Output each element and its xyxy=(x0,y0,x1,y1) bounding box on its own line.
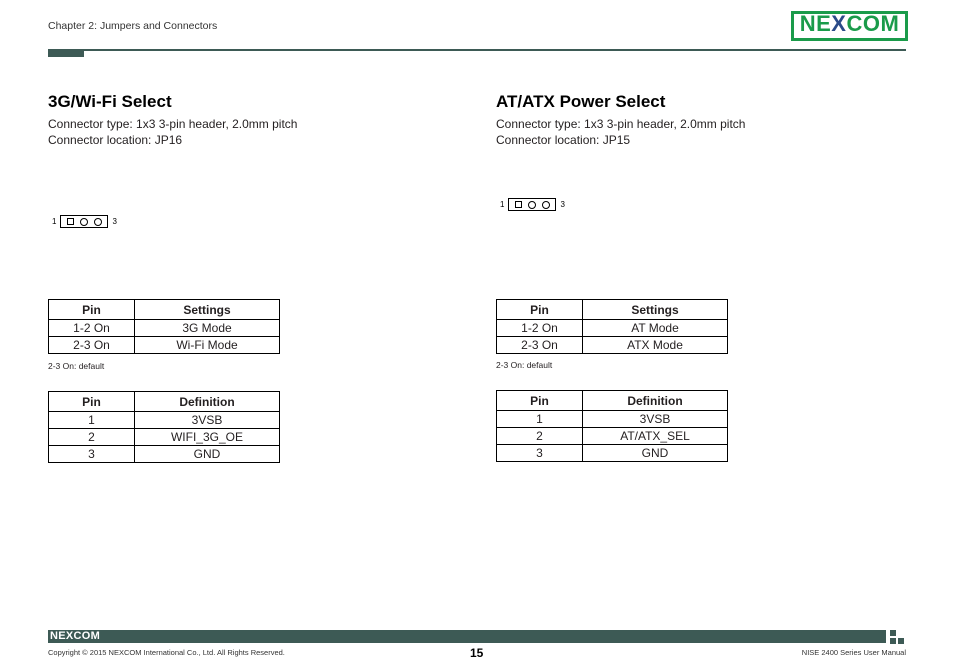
col-header-pin: Pin xyxy=(49,300,135,320)
pin-3-circle xyxy=(542,201,550,209)
cell-pin: 3 xyxy=(49,446,135,463)
connector-type: Connector type: 1x3 3-pin header, 2.0mm pitch xyxy=(48,117,298,131)
connector-type: Connector type: 1x3 3-pin header, 2.0mm pitch xyxy=(496,117,746,131)
cell-pin: 2 xyxy=(497,428,583,445)
footer-square-icon xyxy=(898,638,904,644)
section-title-at-atx: AT/ATX Power Select xyxy=(496,92,666,111)
cell-pin: 1 xyxy=(49,412,135,429)
cell-pin: 2-3 On xyxy=(497,337,583,354)
col-header-definition: Definition xyxy=(135,392,280,412)
table-row xyxy=(49,412,280,429)
pin-2-circle xyxy=(80,218,88,226)
default-note: 2-3 On: default xyxy=(48,361,105,371)
definition-table-jp15 xyxy=(496,390,728,462)
footer-square-icon xyxy=(890,630,896,636)
chapter-title: Chapter 2: Jumpers and Connectors xyxy=(48,20,218,32)
table-row xyxy=(497,445,728,462)
pin-1-square xyxy=(515,201,522,208)
col-header-definition: Definition xyxy=(583,391,728,411)
cell-definition: GND xyxy=(583,445,728,462)
cell-pin: 3 xyxy=(497,445,583,462)
cell-setting: AT Mode xyxy=(583,320,728,337)
cell-setting: 3G Mode xyxy=(135,320,280,337)
cell-pin: 2-3 On xyxy=(49,337,135,354)
col-header-settings: Settings xyxy=(135,300,280,320)
section-title-3g-wifi: 3G/Wi-Fi Select xyxy=(48,92,172,111)
footer-bar xyxy=(48,630,886,643)
table-row xyxy=(49,446,280,463)
cell-definition: WIFI_3G_OE xyxy=(135,429,280,446)
cell-setting: Wi-Fi Mode xyxy=(135,337,280,354)
pin-label-first: 1 xyxy=(52,217,57,226)
table-row xyxy=(49,337,280,354)
definition-table-jp16 xyxy=(48,391,280,463)
cell-definition: 3VSB xyxy=(135,412,280,429)
connector-location: Connector location: JP15 xyxy=(496,133,631,147)
cell-definition: AT/ATX_SEL xyxy=(583,428,728,445)
jumper-diagram-jp15 xyxy=(500,198,565,211)
pin-3-circle xyxy=(94,218,102,226)
table-row xyxy=(497,320,728,337)
pin-label-last: 3 xyxy=(112,217,117,226)
header-rule xyxy=(48,49,906,51)
jumper-diagram-jp16 xyxy=(52,215,117,228)
connector-location: Connector location: JP16 xyxy=(48,133,183,147)
cell-setting: ATX Mode xyxy=(583,337,728,354)
table-row xyxy=(49,429,280,446)
settings-table-jp15 xyxy=(496,299,728,354)
cell-pin: 1-2 On xyxy=(49,320,135,337)
footer-logo: NEXCOM xyxy=(50,630,101,642)
footer-square-icon xyxy=(890,638,896,644)
default-note: 2-3 On: default xyxy=(496,360,553,370)
pin-2-circle xyxy=(528,201,536,209)
table-row xyxy=(497,428,728,445)
page-number: 15 xyxy=(470,646,484,660)
cell-definition: 3VSB xyxy=(583,411,728,428)
col-header-pin: Pin xyxy=(497,391,583,411)
table-row xyxy=(49,320,280,337)
table-row xyxy=(497,411,728,428)
cell-pin: 1-2 On xyxy=(497,320,583,337)
table-row xyxy=(497,337,728,354)
pin-label-first: 1 xyxy=(500,200,505,209)
copyright: Copyright © 2015 NEXCOM International Co., Ltd. All Rights Reserved. xyxy=(48,648,285,657)
col-header-pin: Pin xyxy=(49,392,135,412)
cell-pin: 1 xyxy=(497,411,583,428)
cell-pin: 2 xyxy=(49,429,135,446)
pin-1-square xyxy=(67,218,74,225)
cell-definition: GND xyxy=(135,446,280,463)
header-rule-tab xyxy=(48,49,84,57)
pin-label-last: 3 xyxy=(560,200,565,209)
col-header-pin: Pin xyxy=(497,300,583,320)
col-header-settings: Settings xyxy=(583,300,728,320)
manual-title: NISE 2400 Series User Manual xyxy=(801,648,906,657)
settings-table-jp16 xyxy=(48,299,280,354)
nexcom-logo: NEXCOM xyxy=(791,11,908,41)
